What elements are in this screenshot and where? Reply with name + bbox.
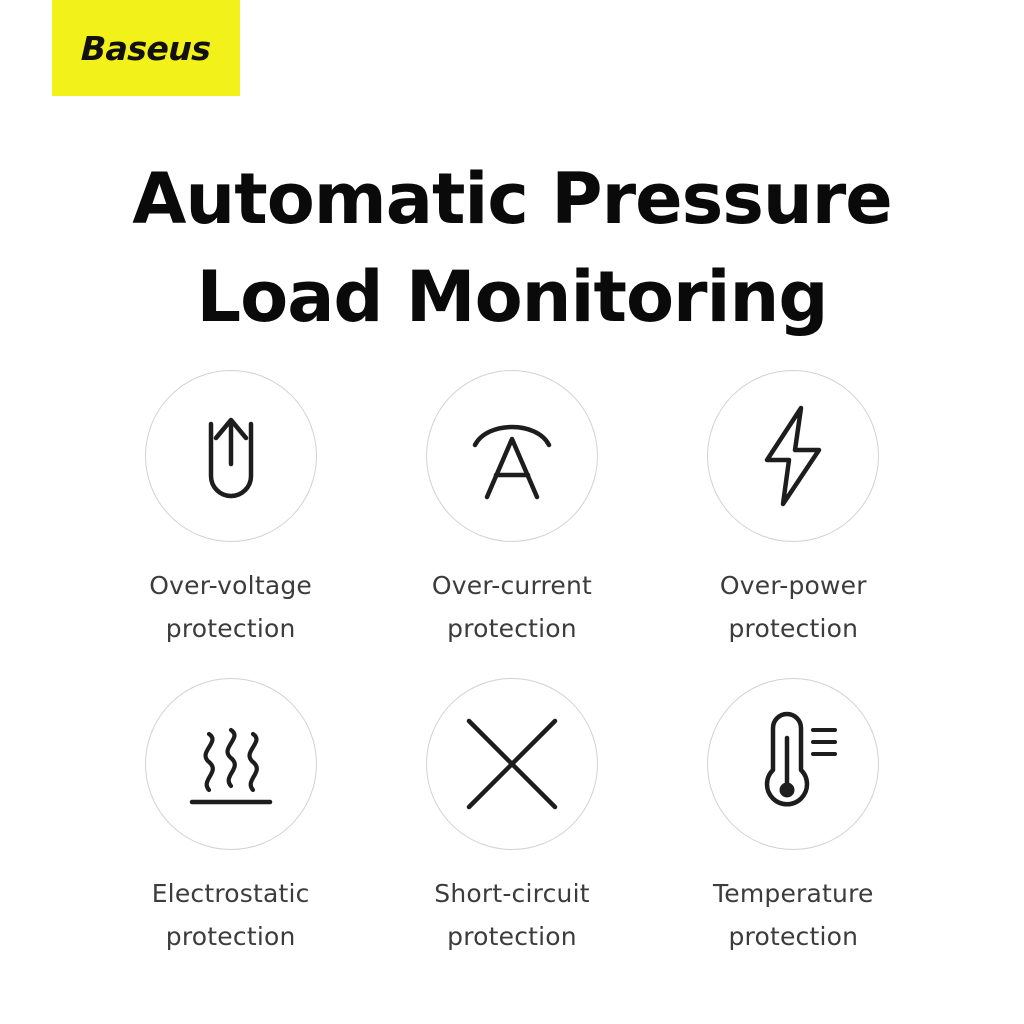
feature-item-temperature [653, 678, 934, 958]
over-power-icon [745, 400, 841, 512]
feature-label [392, 564, 632, 650]
feature-label-line-1: Electrostatic [151, 879, 310, 908]
feature-label-line-2: protection [728, 922, 859, 951]
feature-label-line-2: protection [165, 922, 296, 951]
feature-label [111, 564, 351, 650]
feature-label [111, 872, 351, 958]
feature-label [673, 872, 913, 958]
brand-badge [52, 0, 240, 96]
icon-circle [707, 678, 879, 850]
icon-circle [426, 370, 598, 542]
feature-label-line-2: protection [447, 614, 577, 643]
over-current-icon [457, 401, 567, 511]
icon-circle [145, 370, 317, 542]
electrostatic-icon [176, 714, 286, 814]
feature-label-line-2: protection [447, 922, 577, 951]
brand-logo-text: Baseus [80, 28, 212, 68]
feature-item-over-voltage [90, 370, 371, 650]
feature-label-line-1: Temperature [713, 879, 874, 908]
feature-label-line-1: Over-current [431, 571, 593, 600]
feature-label [673, 564, 913, 650]
page-title-line-1: Automatic Pressure [132, 158, 892, 240]
icon-circle [145, 678, 317, 850]
feature-label-line-2: protection [165, 614, 296, 643]
feature-label [392, 872, 632, 958]
over-voltage-icon [183, 402, 279, 510]
feature-label-line-1: Over-power [719, 571, 867, 600]
feature-label-line-1: Over-voltage [149, 571, 312, 600]
page-title-line-2: Load Monitoring [196, 256, 828, 338]
feature-item-electrostatic [90, 678, 371, 958]
feature-label-line-1: Short-circuit [434, 879, 590, 908]
short-circuit-icon [457, 709, 567, 819]
feature-item-short-circuit [371, 678, 652, 958]
icon-circle [426, 678, 598, 850]
feature-item-over-current [371, 370, 652, 650]
page-title [0, 150, 1024, 346]
icon-circle [707, 370, 879, 542]
feature-grid [90, 370, 934, 958]
feature-label-line-2: protection [728, 614, 859, 643]
feature-item-over-power [653, 370, 934, 650]
temperature-icon [737, 708, 849, 820]
